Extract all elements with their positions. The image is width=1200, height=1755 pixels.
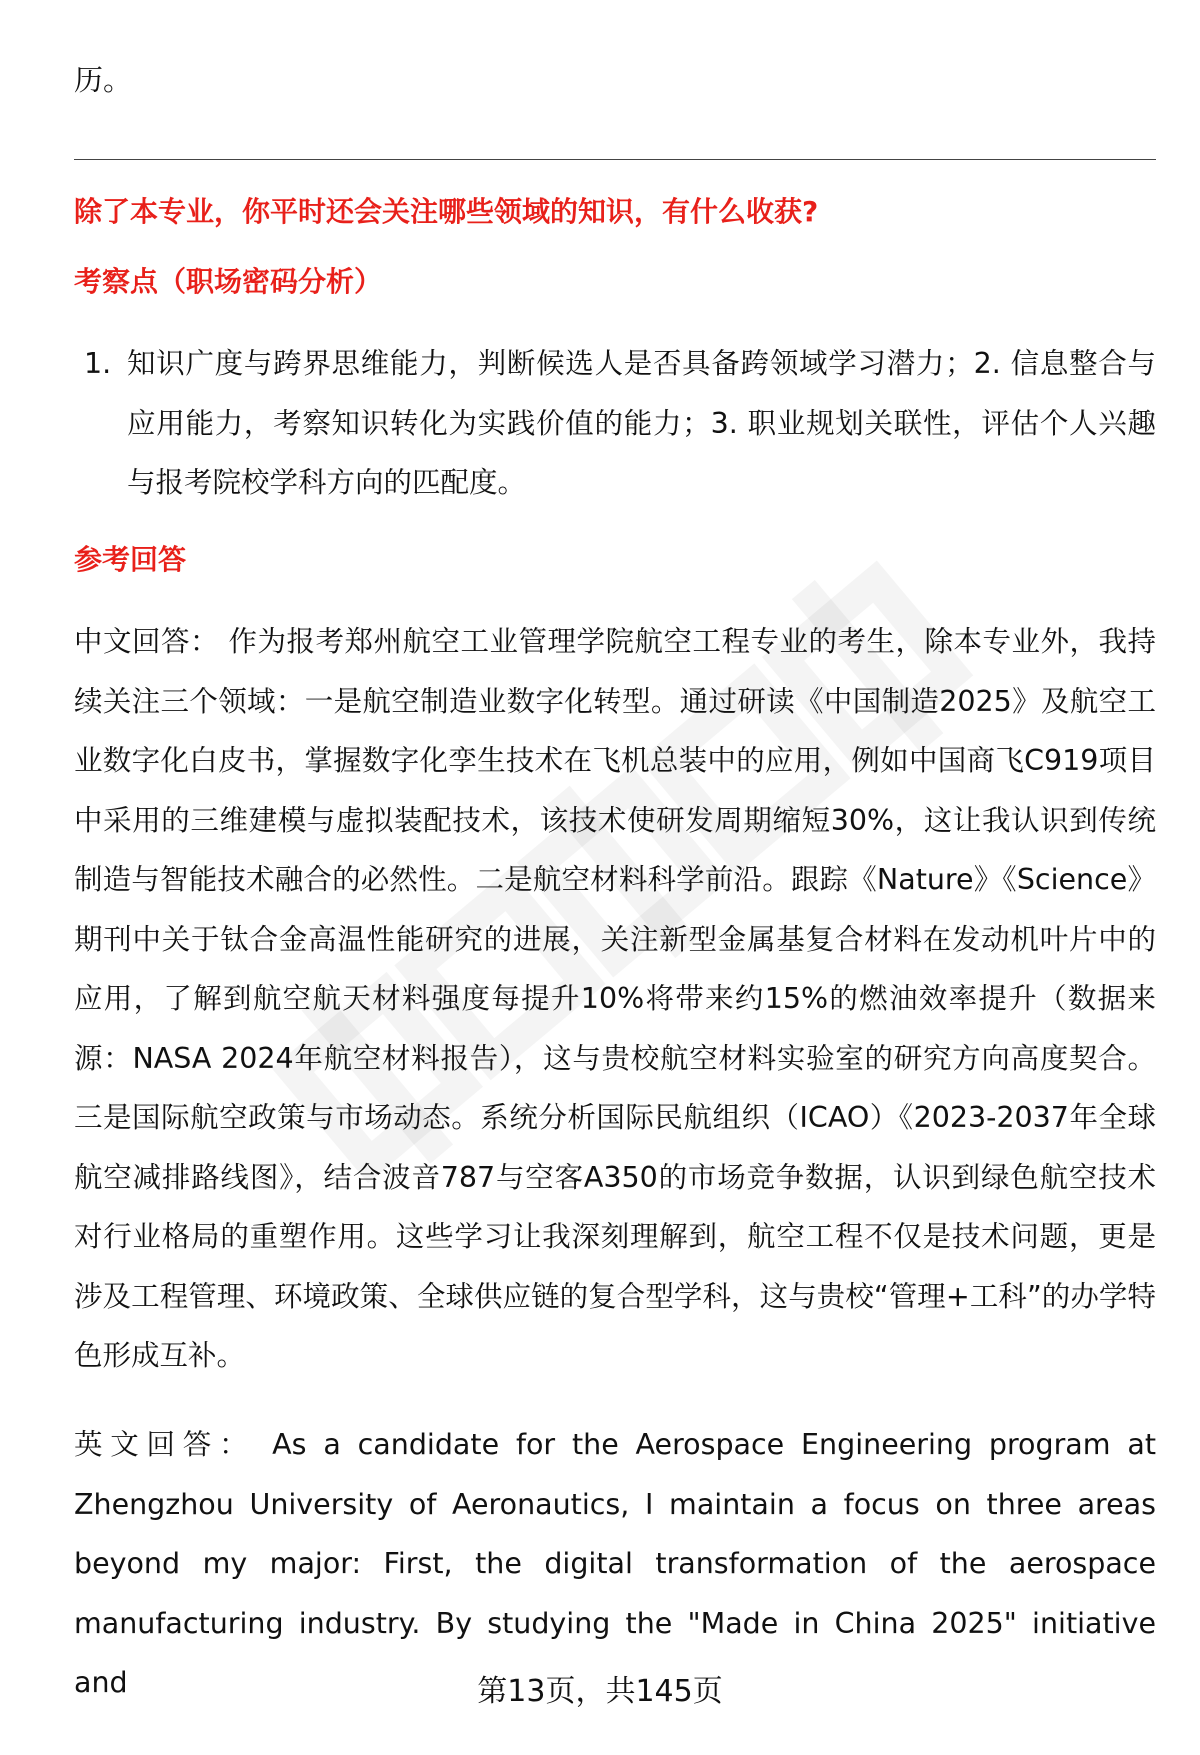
reference-answer-heading: 参考回答 xyxy=(74,543,187,576)
page-number-footer: 第13页，共145页 xyxy=(477,1674,723,1709)
list-item-number: 1. xyxy=(84,347,112,380)
assessment-points-heading: 考察点（职场密码分析） xyxy=(74,265,383,298)
list-item-text: 知识广度与跨界思维能力，判断候选人是否具备跨领域学习潜力；2. 信息整合与应用能力，考察知识转化为实践价值的能力；3. 职业规划关联性，评估个人兴趣与报考院校学科方向的匹配度。 xyxy=(127,347,1156,499)
question-heading: 除了本专业，你平时还会关注哪些领域的知识，有什么收获? xyxy=(74,195,819,228)
previous-section-tail: 历。 xyxy=(74,63,133,97)
english-answer-paragraph: 英文回答： As a candidate for the Aerospace Engineering program at Zhengzhou University of Aeronautics, I maintain a focus on three areas beyond my major: First, the digital transformation of the aerospace manufacturing industry. By studying the "Made in China 2025" initiative and xyxy=(74,1428,1156,1699)
assessment-points-list xyxy=(84,334,1156,513)
chinese-answer-paragraph: 中文回答： 作为报考郑州航空工业管理学院航空工程专业的考生，除本专业外，我持续关注三个领域：一是航空制造业数字化转型。通过研读《中国制造2025》及航空工业数字化白皮书，掌握数字化孪生技术在飞机总装中的应用，例如中国商飞C919项目中采用的三维建模与虚拟装配技术，该技术使研发周期缩短30%，这让我认识到传统制造与智能技术融合的必然性。二是航空材料科学前沿。跟踪《Nature》《Science》期刊中关于钛合金高温性能研究的进展，关注新型金属基复合材料在发动机叶片中的应用，了解到航空航天材料强度每提升10%将带来约15%的燃油效率提升（数据来源：NASA 2024年航空材料报告），这与贵校航空材料实验室的研究方向高度契合。三是国际航空政策与市场动态。系统分析国际民航组织（ICAO）《2023-2037年全球航空减排路线图》，结合波音787与空客A350的市场竞争数据，认识到绿色航空技术对行业格局的重塑作用。这些学习让我深刻理解到，航空工程不仅是技术问题，更是涉及工程管理、环境政策、全球供应链的复合型学科，这与贵校“管理+工科”的办学特色形成互补。 xyxy=(74,625,1156,1372)
section-divider xyxy=(74,159,1156,160)
list-item xyxy=(84,334,1156,513)
